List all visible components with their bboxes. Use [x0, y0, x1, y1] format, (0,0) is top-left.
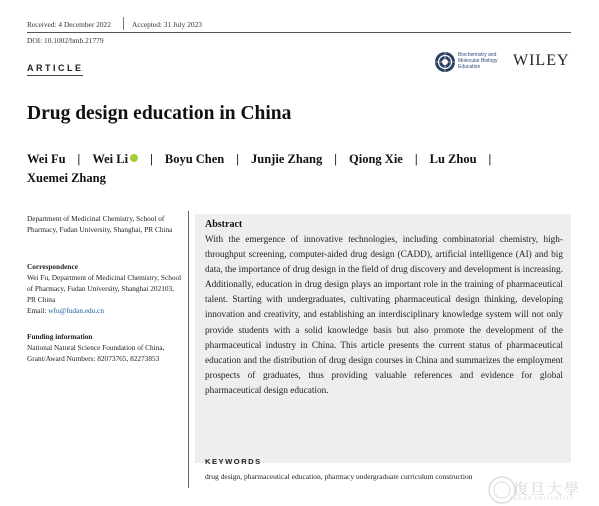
- author-separator: |: [236, 152, 240, 166]
- author[interactable]: Junjie Zhang: [251, 152, 323, 166]
- funding-text: National Natural Science Foundation of China, Grant/Award Numbers: 82073765, 82273853: [27, 343, 165, 363]
- funding-heading: Funding information: [27, 332, 93, 341]
- keywords-text: drug design, pharmaceutical education, pharmacy undergraduate curriculum construction: [205, 472, 473, 481]
- correspondence-block: [27, 272, 182, 316]
- journal-logo-icon: [434, 51, 456, 73]
- correspondence-heading: Correspondence: [27, 262, 78, 271]
- abstract-heading: Abstract: [205, 219, 243, 230]
- received-date: Received: 4 December 2022: [27, 20, 111, 29]
- column-divider: [188, 211, 189, 488]
- author[interactable]: Lu Zhou: [429, 152, 477, 166]
- author[interactable]: Xuemei Zhang: [27, 171, 106, 185]
- header-separator: [123, 17, 124, 30]
- author-separator: |: [77, 152, 81, 166]
- article-type-label: ARTICLE: [27, 63, 84, 73]
- correspondence-text: Wei Fu, Department of Medicinal Chemistry, School of Pharmacy, Fudan University, Shanghai 202103, PR China: [27, 273, 182, 304]
- keywords-heading: KEYWORDS: [205, 457, 262, 466]
- header-rule: [27, 32, 571, 33]
- watermark-subtext: FUDAN UNIVERSITY: [510, 497, 575, 502]
- doi[interactable]: DOI: 10.1002/bmb.21779: [27, 36, 104, 45]
- author-separator: |: [334, 152, 338, 166]
- author[interactable]: Qiong Xie: [349, 152, 403, 166]
- watermark-text: 復旦大學: [513, 482, 582, 498]
- author-list: [27, 150, 577, 188]
- accepted-date: Accepted: 31 July 2023: [132, 20, 202, 29]
- abstract-text: With the emergence of innovative technologies, including combinatorial chemistry, high-throughput screening, computer-aided drug design (CADD), artificial intelligence (AI) and big data, the importance of drug design in the field of drug discovery and development is increasing. Additionally, education in drug design plays an important role in the training of pharmaceutical talent. Starting with undergraduates, cultivating pharmaceutical design thinking, developing innovation and creativity, and establishing an interdisciplinary knowledge system will not only provide students with a solid knowledge basis but also promote the development of the pharmaceutical industry in China. This article presents the current status of pharmaceutical education and the distribution of drug design courses in China and summarizes the employment prospects of graduates, thus providing valuable references and evidence for global pharmaceutical design education.: [205, 235, 563, 396]
- article-type-rule: [27, 75, 83, 76]
- publisher-logo: WILEY: [513, 52, 570, 69]
- email-link[interactable]: wfu@fudan.edu.cn: [48, 306, 105, 315]
- author-separator: |: [488, 152, 492, 166]
- orcid-icon[interactable]: [130, 154, 138, 162]
- author-separator: |: [414, 152, 418, 166]
- journal-name: Biochemistry and Molecular Biology Education: [458, 52, 498, 70]
- author[interactable]: Wei Fu: [27, 152, 66, 166]
- affiliation: Department of Medicinal Chemistry, School of Pharmacy, Fudan University, Shanghai, PR China: [27, 214, 173, 234]
- paper-title: Drug design education in China: [27, 103, 292, 124]
- author[interactable]: Wei Li: [92, 152, 129, 166]
- author-separator: |: [150, 152, 153, 166]
- email-label: Email:: [27, 306, 49, 315]
- author[interactable]: Boyu Chen: [164, 152, 225, 166]
